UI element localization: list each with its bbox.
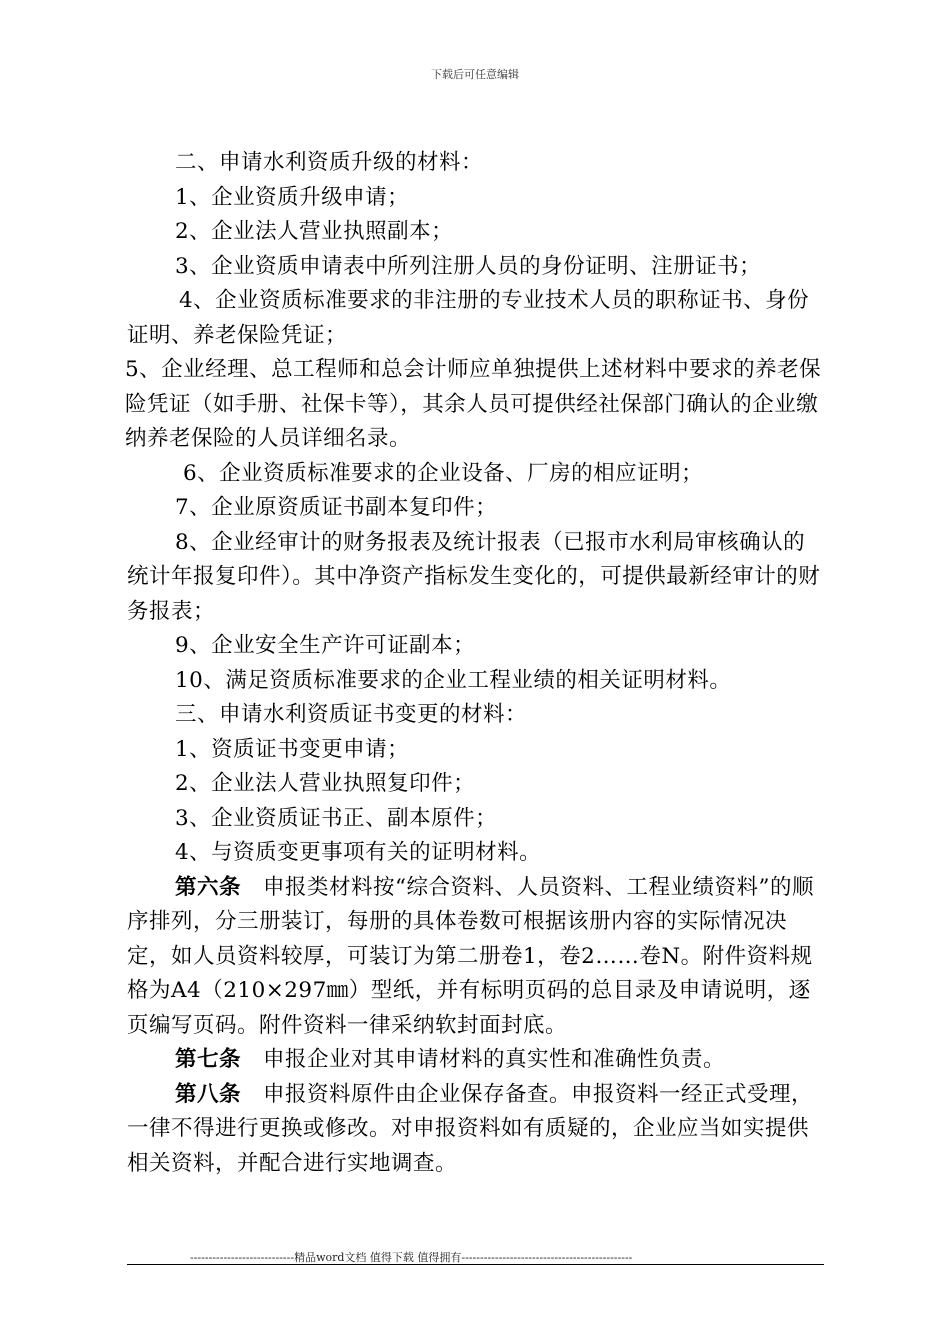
list-item: 5、企业经理、总工程师和总会计师应单独提供上述材料中要求的养老保险凭证（如手册、社保卡等），其余人员可提供经社保部门确认的企业缴纳养老保险的人员详细名录。 [125, 357, 822, 451]
section-3-title: 三、申请水利资质证书变更的材料： [175, 702, 528, 727]
article-text: 申报企业对其申请材料的真实性和准确性负责。 [263, 1047, 726, 1072]
list-item: 3、企业资质证书正、副本原件； [175, 805, 498, 831]
article-text: 申报类材料按“综合资料、人员资料、工程业绩资料”的顺序排列，分三册装订，每册的具体卷数可根据该册内容的实际情况决定，如人员资料较厚，可装订为第二册卷1，卷2……卷N。附件资料规格为A4（210×297㎜）型纸，并有标明页码的总目录及申请说明，逐页编写页码。附件资料一律采纳软封面封底。 [127, 874, 815, 1038]
article-text: 申报资料原件由企业保存备查。申报资料一经正式受理，一律不得进行更换或修改。对申报资料如有质疑的，企业应当如实提供相关资料，并配合进行实地调查。 [127, 1081, 814, 1176]
article-label: 第七条 [175, 1047, 242, 1072]
article-6 [127, 871, 827, 1044]
list-item: 1、企业资质升级申请； [175, 184, 410, 210]
list-item: 6、企业资质标准要求的企业设备、厂房的相应证明； [183, 460, 704, 486]
page-header: 下载后可任意编辑 [431, 68, 519, 81]
footer-divider [127, 1264, 824, 1265]
section-2-title: 二、申请水利资质升级的材料： [175, 150, 484, 175]
list-item: 10、满足资质标准要求的企业工程业绩的相关证明材料。 [175, 667, 732, 693]
article-label: 第八条 [175, 1081, 242, 1107]
list-item: 2、企业法人营业执照副本； [175, 219, 454, 244]
list-item: 4、与资质变更事项有关的证明材料。 [175, 840, 542, 865]
article-7 [127, 1043, 827, 1078]
list-item: 8、企业经审计的财务报表及统计报表（已报市水利局审核确认的统计年报复印件）。其中净资产指标发生变化的，可提供最新经审计的财务报表； [127, 529, 821, 624]
list-item: 9、企业安全生产许可证副本； [175, 633, 476, 658]
article-label: 第六条 [175, 874, 242, 900]
list-item: 7、企业原资质证书副本复印件； [175, 495, 498, 520]
list-item: 4、企业资质标准要求的非注册的专业技术人员的职称证书、身份证明、养老保险凭证； [127, 288, 810, 348]
document-body [127, 146, 827, 1181]
list-item: 1、资质证书变更申请； [175, 736, 410, 762]
article-8 [127, 1078, 827, 1182]
page-footer: ----------------------------精品word文档 值得下载 值得拥有---------------------------------------------- [190, 1251, 633, 1264]
list-item: 2、企业法人营业执照复印件； [175, 771, 476, 796]
list-item: 3、企业资质申请表中所列注册人员的身份证明、注册证书； [175, 253, 762, 279]
